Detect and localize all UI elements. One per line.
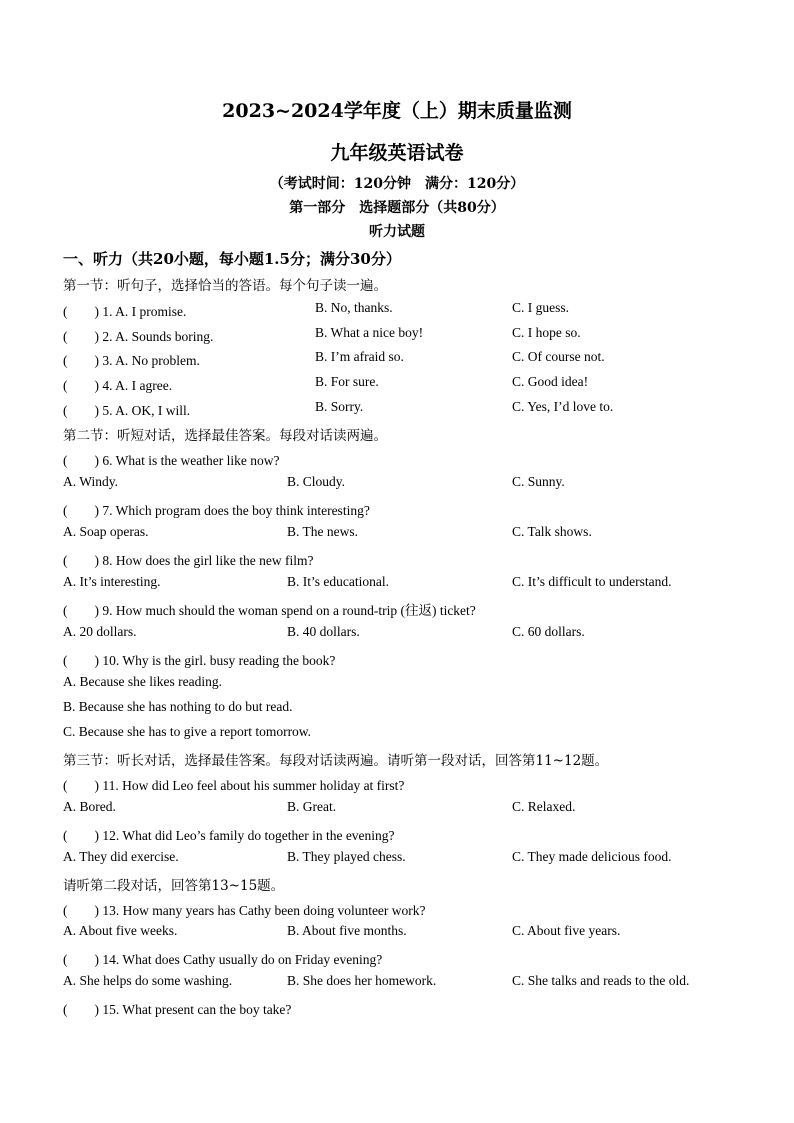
q4-option-b: B. For sure. (315, 374, 379, 389)
q11-option-b: B. Great. (287, 799, 337, 814)
q3-stem: ( ) 3. A. No problem. (63, 353, 200, 368)
q14-option-a: A. She helps do some washing. (63, 973, 233, 988)
q12-option-c: C. They made delicious food. (512, 849, 672, 864)
q7-question: ( ) 7. Which program does the boy think interesting? (63, 503, 370, 518)
q9-question: ( ) 9. How much should the woman spend on a round-trip (往返) ticket? (63, 603, 476, 618)
part-heading: 第一部分 选择题部分（共80分） (289, 200, 505, 216)
q14-option-b: B. She does her homework. (287, 973, 437, 988)
q8-option-a: A. It’s interesting. (63, 574, 161, 589)
q9-option-c: C. 60 dollars. (512, 624, 585, 639)
q2-option-c: C. I hope so. (512, 325, 581, 340)
q12-question: ( ) 12. What did Leo’s family do together in the evening? (63, 828, 395, 843)
q7-option-a: A. Soap operas. (63, 524, 149, 539)
q15-question: ( ) 15. What present can the boy take? (63, 1002, 292, 1017)
q7-option-c: C. Talk shows. (512, 524, 592, 539)
q8-question: ( ) 8. How does the girl like the new film? (63, 553, 314, 568)
q14-option-c: C. She talks and reads to the old. (512, 973, 690, 988)
q3-option-c: C. Of course not. (512, 349, 605, 364)
q10-question: ( ) 10. Why is the girl. busy reading the book? (63, 653, 336, 668)
q6-option-b: B. Cloudy. (287, 474, 346, 489)
q7-option-b: B. The news. (287, 524, 358, 539)
q9-option-b: B. 40 dollars. (287, 624, 360, 639)
q8-option-c: C. It’s difficult to understand. (512, 574, 672, 589)
section2-instruction: 第二节：听短对话，选择最佳答案。每段对话读两遍。 (63, 428, 387, 444)
section-name: 听力试题 (369, 224, 425, 240)
q13-option-c: C. About five years. (512, 923, 621, 938)
q4-stem: ( ) 4. A. I agree. (63, 378, 173, 393)
exam-info: （考试时间：120分钟 满分：120分） (269, 176, 525, 192)
q10-option-b: B. Because she has nothing to do but read. (63, 699, 293, 714)
q13-option-b: B. About five months. (287, 923, 407, 938)
q12-option-a: A. They did exercise. (63, 849, 179, 864)
q2-option-b: B. What a nice boy! (315, 325, 424, 340)
q11-question: ( ) 11. How did Leo feel about his summer holiday at first? (63, 778, 405, 793)
q6-question: ( ) 6. What is the weather like now? (63, 453, 280, 468)
q4-option-c: C. Good idea! (512, 374, 589, 389)
exam-subtitle: 九年级英语试卷 (330, 142, 464, 164)
listening-heading: 一、听力（共20小题，每小题1.5分；满分30分） (63, 250, 401, 268)
q12-option-b: B. They played chess. (287, 849, 406, 864)
q6-option-c: C. Sunny. (512, 474, 565, 489)
q11-option-c: C. Relaxed. (512, 799, 576, 814)
q1-option-c: C. I guess. (512, 300, 569, 315)
q13-option-a: A. About five weeks. (63, 923, 178, 938)
q1-option-b: B. No, thanks. (315, 300, 393, 315)
q3-option-b: B. I’m afraid so. (315, 349, 404, 364)
q13-question: ( ) 13. How many years has Cathy been doing volunteer work? (63, 903, 426, 918)
q10-option-c: C. Because she has to give a report tomorrow. (63, 724, 312, 739)
q2-stem: ( ) 2. A. Sounds boring. (63, 329, 214, 344)
q6-option-a: A. Windy. (63, 474, 118, 489)
section1-instruction: 第一节：听句子，选择恰当的答语。每个句子读一遍。 (63, 278, 387, 294)
q5-option-c: C. Yes, I’d love to. (512, 399, 614, 414)
q14-question: ( ) 14. What does Cathy usually do on Friday evening? (63, 952, 383, 967)
exam-title: 2023~2024学年度（上）期末质量监测 (222, 100, 572, 122)
q1-stem: ( ) 1. A. I promise. (63, 304, 187, 319)
section3-instruction: 第三节：听长对话，选择最佳答案。每段对话读两遍。请听第一段对话，回答第11~12题。 (63, 753, 609, 769)
q11-option-a: A. Bored. (63, 799, 116, 814)
q9-option-a: A. 20 dollars. (63, 624, 137, 639)
q5-option-b: B. Sorry. (315, 399, 364, 414)
q8-option-b: B. It’s educational. (287, 574, 389, 589)
q5-stem: ( ) 5. A. OK, I will. (63, 403, 191, 418)
q10-option-a: A. Because she likes reading. (63, 674, 222, 689)
section3-instruction2: 请听第二段对话，回答第13~15题。 (63, 878, 285, 894)
